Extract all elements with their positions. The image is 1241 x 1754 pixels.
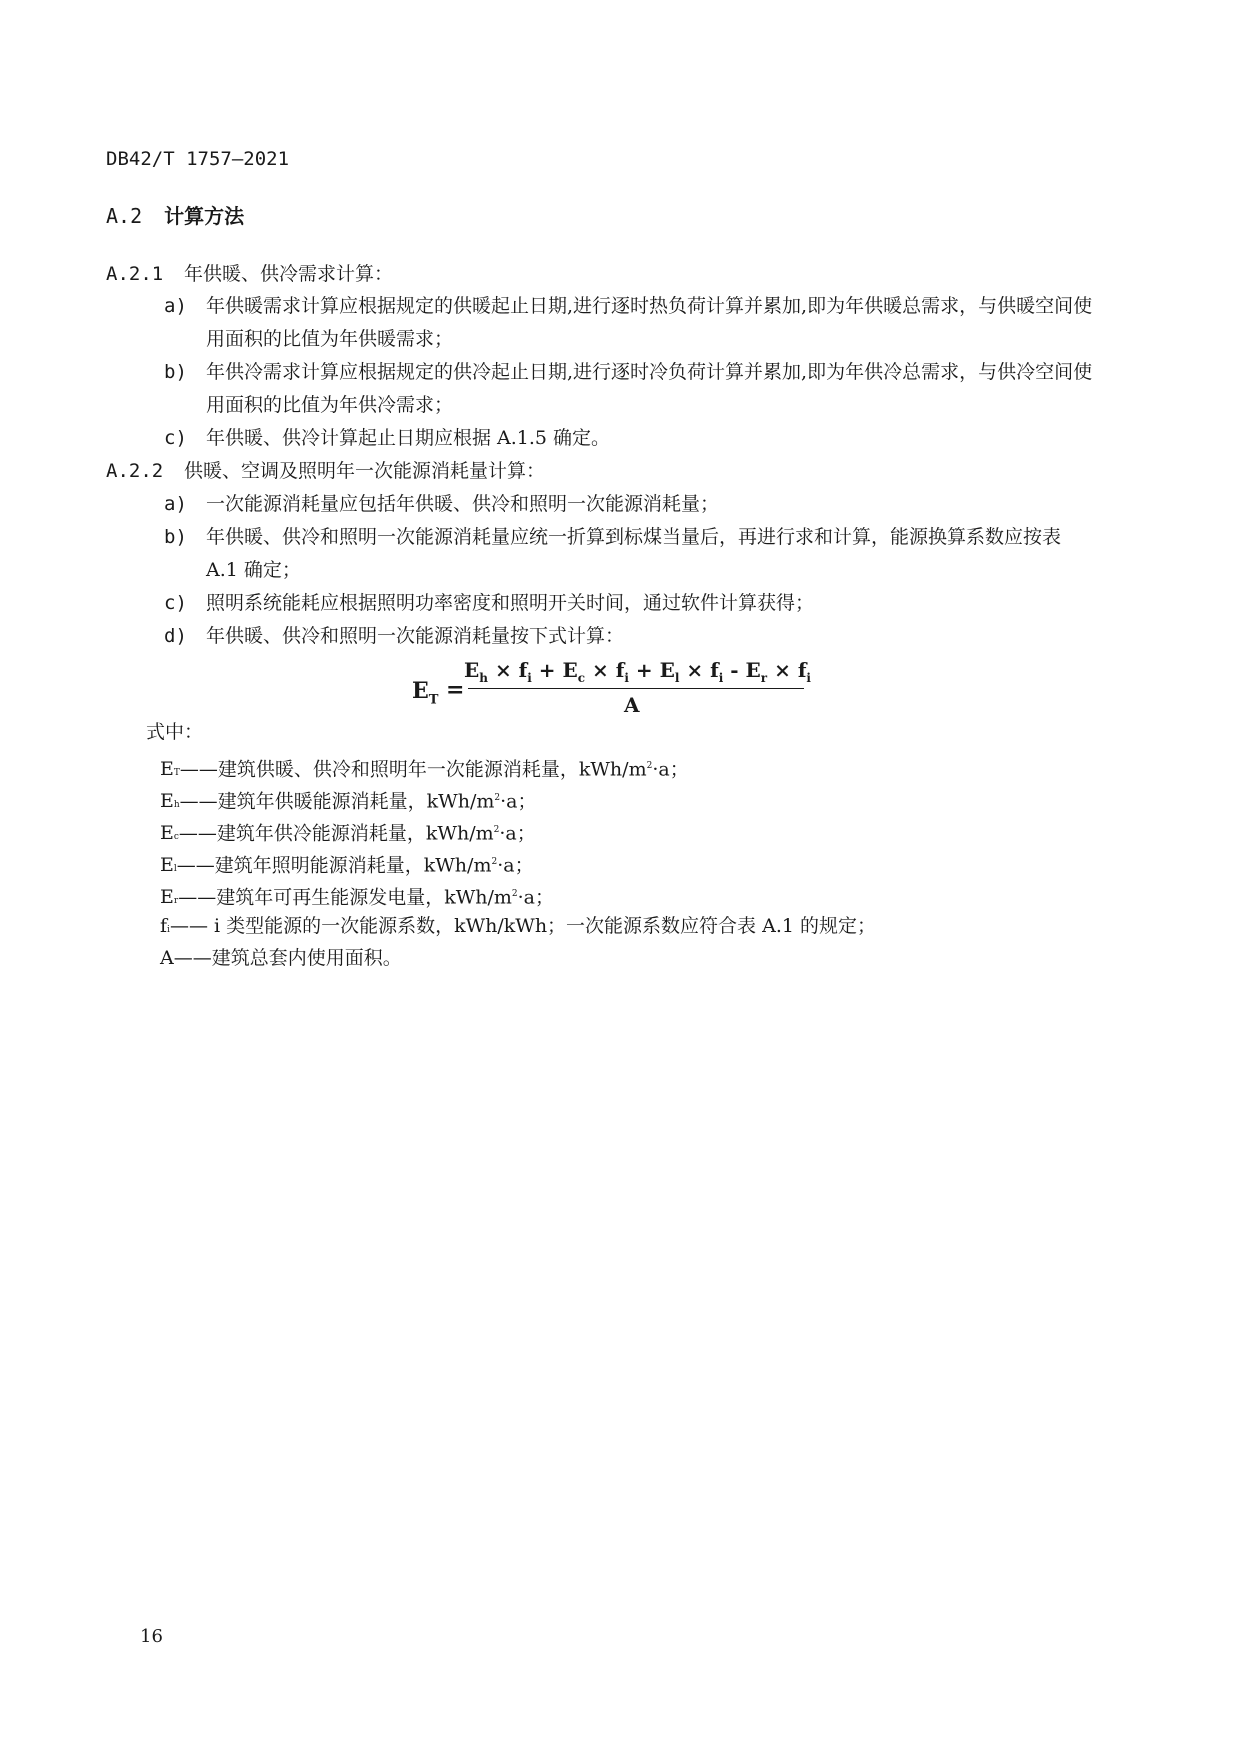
item-label: c) <box>164 592 187 614</box>
definition-symbol: A <box>160 947 174 969</box>
definition-symbol: El <box>160 854 177 877</box>
item-text: 年供暖、供冷和照明一次能源消耗量按下式计算： <box>206 625 625 647</box>
definition-symbol: fi <box>160 915 170 937</box>
unit-tail: ·a； <box>500 790 537 813</box>
definition-row <box>160 911 876 945</box>
item-text: 年供暖、供冷和照明一次能源消耗量应统一折算到标煤当量后，再进行求和计算，能源换算系数应按表 A.1 确定； <box>206 526 1062 581</box>
item-label: c) <box>164 427 187 449</box>
section-heading <box>106 200 244 229</box>
list-item-a21-b <box>164 356 1094 422</box>
formula-numerator <box>464 658 811 685</box>
formula-operator: × <box>767 658 798 682</box>
definition-symbol: Ec <box>160 822 179 845</box>
formula-operator: + <box>531 658 563 682</box>
clause-number: A.2.1 <box>106 263 164 285</box>
formula-operator: × <box>679 658 711 682</box>
formula-term: $E_c$ <box>562 658 586 685</box>
unit-superscript: 2 <box>646 761 653 771</box>
definition-text: ——建筑年供冷能源消耗量，kWh/m <box>178 822 494 845</box>
formula-operator: × <box>585 658 616 682</box>
formula-term: $f_i$ <box>518 658 532 685</box>
item-text: 照明系统能耗应根据照明功率密度和照明开关时间，通过软件计算获得； <box>206 592 815 614</box>
definition-symbol: ET <box>160 758 180 781</box>
definition-text: ——建筑总套内使用面积。 <box>173 947 402 969</box>
unit-tail: ·a； <box>497 854 534 877</box>
unit-superscript: 2 <box>494 793 501 803</box>
definition-symbol: Eh <box>160 790 180 813</box>
list-item-a22-b <box>164 521 1094 587</box>
unit-superscript: 2 <box>491 857 498 867</box>
definition-symbol: Er <box>160 886 179 909</box>
definition-text: ——建筑年照明能源消耗量，kWh/m <box>176 854 492 877</box>
formula-term: $f_i$ <box>615 658 629 685</box>
item-label: a) <box>164 493 187 515</box>
formula-term: $E_r$ <box>745 658 768 685</box>
definition-row <box>160 943 402 973</box>
unit-superscript: 2 <box>493 825 500 835</box>
list-item-a22-a <box>164 488 1094 521</box>
list-item-a22-d <box>164 620 1094 653</box>
list-item-a21-a <box>164 290 1094 356</box>
energy-formula <box>412 658 812 728</box>
definition-text: ——建筑年可再生能源发电量，kWh/m <box>178 886 512 909</box>
section-title: 计算方法 <box>164 204 245 228</box>
item-label: b) <box>164 361 187 383</box>
item-text: 年供冷需求计算应根据规定的供冷起止日期,进行逐时冷负荷计算并累加,即为年供冷总需求，与供冷空间使用面积的比值为年供冷需求； <box>206 361 1093 416</box>
item-text: 年供暖需求计算应根据规定的供暖起止日期,进行逐时热负荷计算并累加,即为年供暖总需求，与供暖空间使用面积的比值为年供暖需求； <box>206 295 1093 350</box>
item-label: a) <box>164 295 187 317</box>
section-number: A.2 <box>106 204 143 228</box>
formula-term: $f_i$ <box>710 658 724 685</box>
item-text: 一次能源消耗量应包括年供暖、供冷和照明一次能源消耗量； <box>206 493 720 515</box>
formula-term: $E_h$ <box>464 658 488 685</box>
unit-superscript: 2 <box>511 889 518 899</box>
definition-text: ——建筑供暖、供冷和照明年一次能源消耗量，kWh/m <box>179 758 647 781</box>
item-label: d) <box>164 625 187 647</box>
unit-tail: ·a； <box>517 886 554 909</box>
page-number: 16 <box>140 1626 163 1647</box>
list-item-a22-c <box>164 587 1094 620</box>
fraction-bar <box>468 688 804 689</box>
clause-title: 年供暖、供冷需求计算： <box>184 263 394 285</box>
formula-equals: = <box>446 677 465 703</box>
unit-tail: ·a； <box>652 758 689 781</box>
formula-term: $E_l$ <box>659 658 680 685</box>
clause-a22-heading <box>106 455 545 488</box>
clause-title: 供暖、空调及照明年一次能源消耗量计算： <box>184 460 546 482</box>
list-item-a21-c <box>164 422 1094 455</box>
definition-text: —— i 类型能源的一次能源系数，kWh/kWh；一次能源系数应符合表 A.1 的规定； <box>169 915 876 937</box>
where-label: 式中： <box>146 721 204 743</box>
formula-operator: - <box>723 658 746 682</box>
item-text: 年供暖、供冷计算起止日期应根据 A.1.5 确定。 <box>206 427 611 449</box>
formula-term: $f_i$ <box>797 658 811 685</box>
document-code: DB42/T 1757—2021 <box>106 148 290 170</box>
unit-tail: ·a； <box>499 822 536 845</box>
clause-number: A.2.2 <box>106 460 164 482</box>
definition-text: ——建筑年供暖能源消耗量，kWh/m <box>179 790 495 813</box>
formula-operator: × <box>487 658 519 682</box>
formula-lhs: $E_T$ <box>412 678 439 708</box>
item-label: b) <box>164 526 187 548</box>
formula-operator: + <box>628 658 660 682</box>
formula-denominator: A <box>624 693 640 717</box>
clause-a21-heading <box>106 258 393 291</box>
